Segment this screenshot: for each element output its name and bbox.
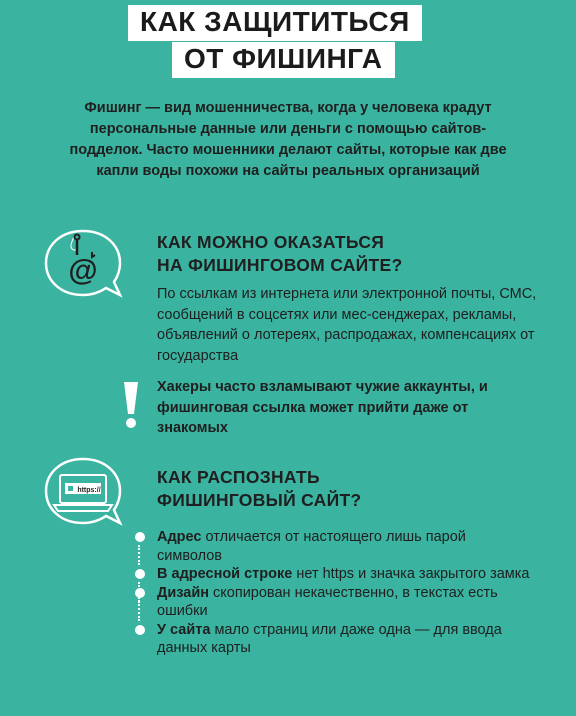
section2-heading: КАК РАСПОЗНАТЬ ФИШИНГОВЫЙ САЙТ? (157, 467, 362, 510)
title-line-1: КАК ЗАЩИТИТЬСЯ (128, 5, 422, 41)
list-item: В адресной строке нет https и значка закрытого замка (130, 565, 530, 584)
title-line-2: ОТ ФИШИНГА (172, 42, 395, 78)
svg-text:@: @ (68, 254, 98, 287)
list-item: Дизайн скопирован некачественно, в текстах есть ошибки (130, 584, 530, 621)
exclamation-icon (116, 380, 146, 430)
list-item: Адрес отличается от настоящего лишь парой символов (130, 528, 530, 565)
list-item: У сайта мало страниц или даже одна — для ввода данных карты (130, 621, 530, 658)
intro-text: Фишинг — вид мошенничества, когда у человека крадут персональные данные или деньги с помощью сайтов-подделок. Часто мошенники делают сайты, которые как две капли воды похожи на сайты реальных организаций (69, 100, 507, 179)
laptop-https-icon (40, 455, 126, 531)
section1-heading: КАК МОЖНО ОКАЗАТЬСЯ НА ФИШИНГОВОМ САЙТЕ? (157, 232, 403, 275)
laptop-https-text: https:// (77, 487, 101, 494)
phishing-signs-list (130, 528, 530, 658)
phishing-hook-at-icon (40, 227, 126, 303)
section1-text: По ссылкам из интернета или электронной почты, СМС, сообщений в соцсетях или мес-сенджерах, рекламы, объявлений о лотереях, распродажах, компенсациях от государства (157, 286, 537, 364)
warning-text: Хакеры часто взламывают чужие аккаунты, и фишинговая ссылка может прийти даже от знакомых (157, 379, 488, 436)
